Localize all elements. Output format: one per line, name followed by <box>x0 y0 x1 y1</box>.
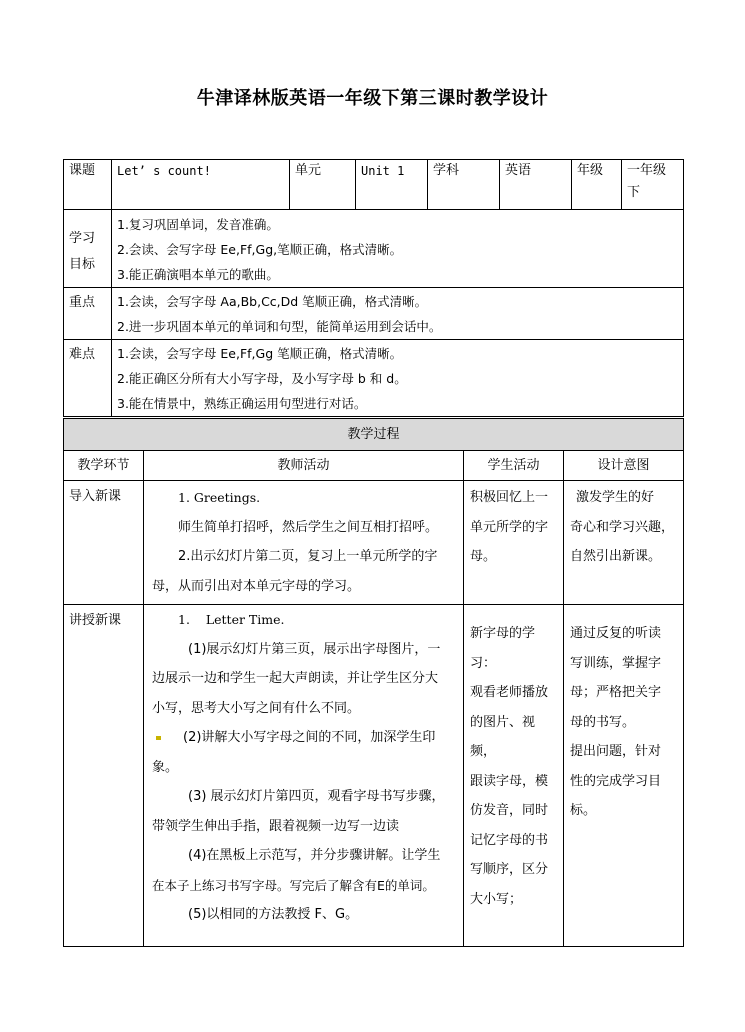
teacher-step: 边展示一边和学生一起大声朗读，并让学生区分大 <box>152 671 439 686</box>
student-line: 写顺序，区分 <box>470 862 549 877</box>
student-line: 积极回忆上一 <box>470 490 549 505</box>
column-header-student: 学生活动 <box>464 451 564 481</box>
teacher-step: 小写，思考大小写之间有什么不同。 <box>152 700 361 716</box>
difficulty-item: 2.能正确区分所有大小写字母，及小写字母 b 和 d。 <box>117 371 407 386</box>
key-points-list <box>112 288 684 340</box>
difficulties-row <box>64 340 684 417</box>
teacher-step: 带领学生伸出手指，跟着视频一边写一边读 <box>152 818 400 834</box>
student-line: 记忆字母的书 <box>470 832 549 848</box>
process-heading-row <box>64 419 684 451</box>
student-line: 母。 <box>470 549 497 564</box>
column-header-teacher: 教师活动 <box>144 451 464 481</box>
key-point-item: 2.进一步巩固本单元的单词和句型，能简单运用到会话中。 <box>117 319 442 334</box>
intent-line: 标。 <box>570 803 597 818</box>
process-heading: 教学过程 <box>64 419 684 451</box>
objective-item: 2.会读、会写字母 Ee,Ff,Gg,笔顺正确，格式清晰。 <box>117 242 403 257</box>
topic-value: Let’ s count! <box>112 160 290 210</box>
page-title: 牛津译林版英语一年级下第三课时教学设计 <box>196 88 549 109</box>
student-line: 的图片、视频， <box>470 714 536 759</box>
teacher-step: 2.出示幻灯片第二页，复习上一单元所学的字 <box>178 549 438 564</box>
teacher-step: 在本子上练习书写字母。写完后了解含有E的单词。 <box>152 877 435 893</box>
key-points-row <box>64 288 684 340</box>
student-activity-cell <box>464 605 564 947</box>
student-line: 跟读字母，模 <box>470 773 549 789</box>
intent-line: 自然引出新课。 <box>570 549 662 564</box>
info-table <box>63 159 684 417</box>
teacher-step: (4)在黑板上示范写，并分步骤讲解。让学生 <box>188 848 441 863</box>
intent-line: 激发学生的好 <box>576 490 655 505</box>
teacher-step: (3) 展示幻灯片第四页，观看字母书写步骤， <box>188 789 445 804</box>
objective-item: 1.复习巩固单词，发音准确。 <box>117 217 279 232</box>
stage-cell: 导入新课 <box>64 481 144 605</box>
subject-label: 学科 <box>428 160 500 210</box>
intent-line: 母；严格把关字 <box>570 685 662 700</box>
student-line: 大小写； <box>470 891 523 907</box>
unit-value: Unit 1 <box>356 160 428 210</box>
process-header-row <box>64 451 684 481</box>
teacher-step: (2)讲解大小写字母之间的不同，加深学生印 <box>183 730 436 745</box>
teacher-step: 1. Letter Time. <box>178 612 285 627</box>
column-header-intent: 设计意图 <box>564 451 684 481</box>
teacher-step: 母，从而引出对本单元字母的学习。 <box>152 578 361 594</box>
teacher-activity-cell <box>144 605 464 947</box>
key-points-label: 重点 <box>64 288 112 340</box>
intent-line: 性的完成学习目 <box>570 773 662 789</box>
topic-label: 课题 <box>64 160 112 210</box>
teacher-step-with-marker <box>152 723 455 753</box>
unit-label: 单元 <box>290 160 356 210</box>
subject-value: 英语 <box>500 160 572 210</box>
teacher-step: 师生简单打招呼，然后学生之间互相打招呼。 <box>178 519 439 535</box>
difficulty-item: 1.会读，会写字母 Ee,Ff,Gg 笔顺正确，格式清晰。 <box>117 346 403 361</box>
grade-value: 一年级下 <box>622 160 684 210</box>
objectives-list <box>112 210 684 288</box>
student-line: 新字母的学习： <box>470 626 536 671</box>
intent-line: 提出问题，针对 <box>570 744 662 759</box>
grade-label: 年级 <box>572 160 622 210</box>
teacher-step: (5)以相同的方法教授 F、G。 <box>188 907 359 922</box>
intent-line: 写训练，掌握字 <box>570 655 662 671</box>
difficulty-item: 3.能在情景中，熟练正确运用句型进行对话。 <box>117 396 367 411</box>
column-header-stage: 教学环节 <box>64 451 144 481</box>
info-row <box>64 160 684 210</box>
teacher-step: 1. Greetings. <box>178 490 261 505</box>
design-intent-cell <box>564 605 684 947</box>
teacher-step: 象。 <box>152 759 179 775</box>
objective-item: 3.能正确演唱本单元的歌曲。 <box>117 267 279 282</box>
student-line: 单元所学的字 <box>470 519 549 535</box>
teacher-step: (1)展示幻灯片第三页，展示出字母图片，一 <box>188 641 441 657</box>
teacher-activity-cell <box>144 481 464 605</box>
intent-line: 奇心和学习兴趣， <box>570 519 675 535</box>
design-intent-cell <box>564 481 684 605</box>
stage-cell: 讲授新课 <box>64 605 144 947</box>
intent-line: 母的书写。 <box>570 714 636 730</box>
objectives-label: 学习目标 <box>64 210 112 288</box>
marker-dot <box>156 736 161 740</box>
intent-line: 通过反复的听读 <box>570 626 662 641</box>
student-line: 观看老师播放 <box>470 685 549 700</box>
student-line: 仿发音，同时 <box>470 803 549 818</box>
objectives-row <box>64 210 684 288</box>
difficulties-list <box>112 340 684 417</box>
difficulties-label: 难点 <box>64 340 112 417</box>
table-row <box>64 605 684 947</box>
process-table <box>63 418 684 947</box>
table-row <box>64 481 684 605</box>
key-point-item: 1.会读，会写字母 Aa,Bb,Cc,Dd 笔顺正确，格式清晰。 <box>117 294 428 309</box>
student-activity-cell <box>464 481 564 605</box>
